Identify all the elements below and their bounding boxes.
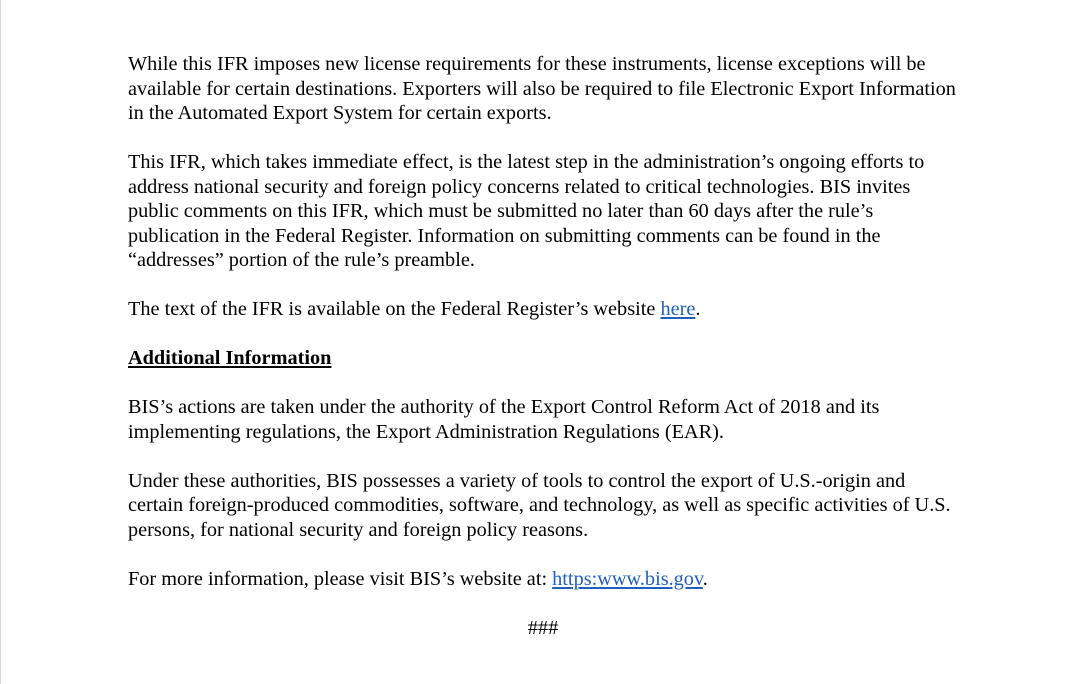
end-of-document-mark: ###	[527, 616, 559, 639]
paragraph-authority: BIS’s actions are taken under the authority of the Export Control Reform Act of 2018 and its implementing regulations, the Export Administration Regulations (EAR).	[128, 396, 880, 443]
federal-register-link[interactable]: here	[660, 298, 696, 320]
paragraph-bis-tools: Under these authorities, BIS possesses a variety of tools to control the export of U.S.-origin and certain foreign-produced commodities, software, and technology, as well as specific activities of U.S. persons, for national security and foreign policy reasons.	[128, 469, 951, 541]
paragraph-text: The text of the IFR is available on the Federal Register’s website	[128, 298, 661, 320]
bis-website-link[interactable]: https:www.bis.gov	[552, 567, 703, 590]
page-edge-divider	[0, 0, 1, 684]
paragraph-ifr-effect: This IFR, which takes immediate effect, is the latest step in the administration’s ongoing efforts to address national security and foreign policy concerns related to critical technologies. BIS invites public comments on this IFR, which must be submitted no later than 60 days after the rule’s publication in the Federal Register. Information on submitting comments can be found in the “addresses” portion of the rule’s preamble.	[128, 151, 925, 271]
paragraph-more-information	[128, 567, 958, 592]
period: .	[702, 567, 708, 590]
paragraph-license-exceptions: While this IFR imposes new license requirements for these instruments, license exceptions will be available for certain destinations. Exporters will also be required to file Electronic Export Information in the Automated Export System for certain exports.	[128, 53, 956, 124]
paragraph-text: For more information, please visit BIS’s website at:	[128, 567, 553, 590]
paragraph-ifr-text-availability	[128, 297, 958, 322]
document-body	[128, 52, 958, 665]
section-heading-additional-information: Additional Information	[128, 347, 332, 369]
period: .	[695, 298, 701, 320]
